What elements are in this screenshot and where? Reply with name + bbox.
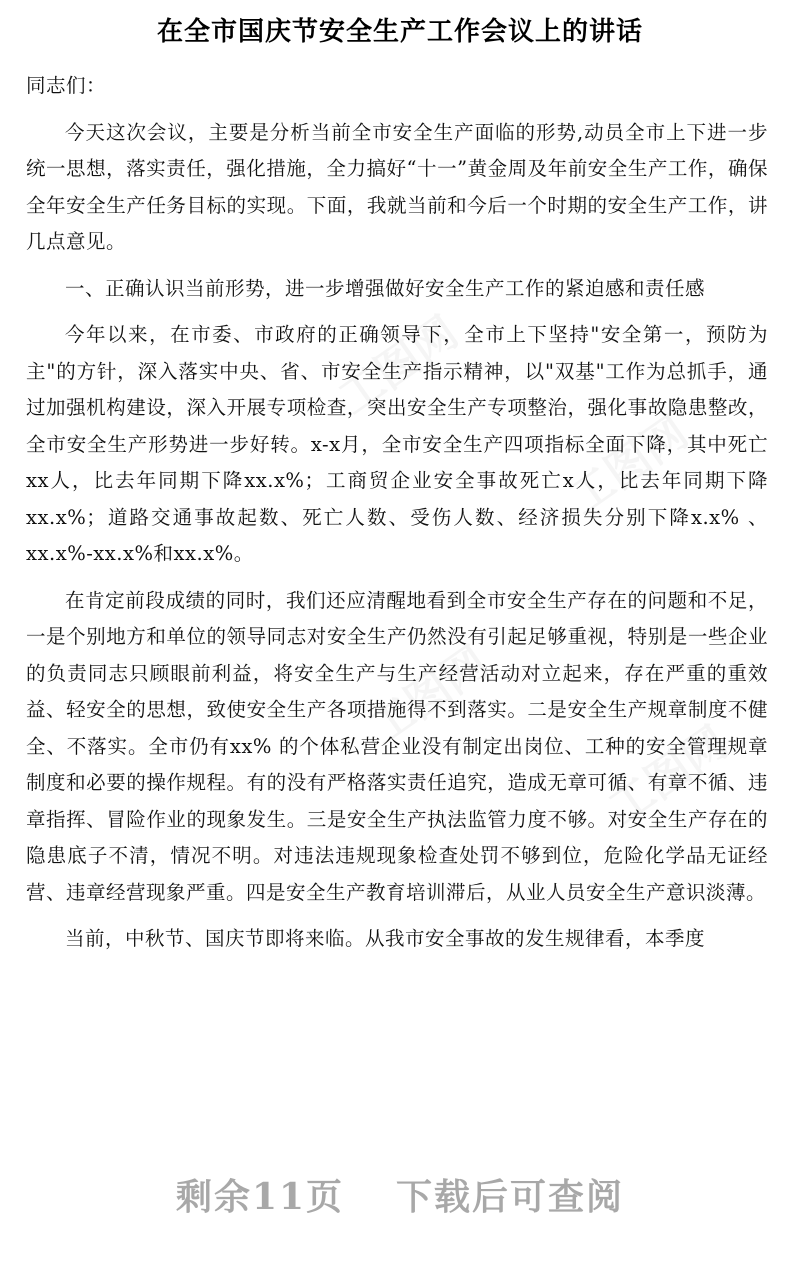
download-banner[interactable]	[0, 1172, 800, 1222]
document-body	[26, 68, 768, 968]
section-heading: 一、正确认识当前形势，进一步增强做好安全生产工作的紧迫感和责任感	[65, 276, 706, 300]
paragraph: 在肯定前段成绩的同时，我们还应清醒地看到全市安全生产存在的问题和不足，一是个别地方和单位的领导同志对安全生产仍然没有引起足够重视，特别是一些企业的负责同志只顾眼前利益，将安全生产与生产经营活动对立起来，存在严重的重效益、轻安全的思想，致使安全生产各项措施得不到落实。二是安全生产规章制度不健全、不落实。全市仍有xx% 的个体私营企业没有制定出岗位、工种的安全管理规章制度和必要的操作规程。有的没有严格落实责任追究，造成无章可循、有章不循、违章指挥、冒险作业的现象发生。三是安全生产执法监管力度不够。对安全生产存在的隐患底子不清，情况不明。对违法违规现象检查处罚不够到位，危险化学品无证经营、违章经营现象严重。四是安全生产教育培训滞后，从业人员安全生产意识淡薄。	[26, 588, 768, 904]
watermark: 工图网	[599, 716, 738, 835]
salutation: 同志们：	[26, 74, 107, 97]
document-title: 在全市国庆节安全生产工作会议上的讲话	[156, 17, 643, 47]
watermark: 工图网	[559, 406, 698, 525]
watermark: 工图网	[359, 636, 498, 755]
paragraph: 今天这次会议，主要是分析当前全市安全生产面临的形势,动员全市上下进一步统一思想，落实责任，强化措施，全力搞好“十一”黄金周及年前安全生产工作，确保全年安全生产任务目标的实现。下面，我就当前和今后一个时期的安全生产工作，讲几点意见。	[26, 120, 768, 253]
download-hint-label: 下载后可查阅	[396, 1176, 625, 1218]
paragraph: 当前，中秋节、国庆节即将来临。从我市安全事故的发生规律看，本季度	[65, 927, 706, 950]
paragraph: 今年以来，在市委、市政府的正确领导下，全市上下坚持"安全第一，预防为主"的方针，深入落实中央、省、市安全生产指示精神，以"双基"工作为总抓手，通过加强机构建设，深入开展专项检查，突出安全生产专项整治，强化事故隐患整改，全市安全生产形势进一步好转。x-x月，全市安全生产四项指标全面下降，其中死亡xx人，比去年同期下降xx.x%；工商贸企业安全事故死亡x人，比去年同期下降xx.x%；道路交通事故起数、死亡人数、受伤人数、经济损失分别下降x.x% 、xx.x%-xx.x%和xx.x%。	[26, 323, 768, 565]
remaining-pages-label: 剩余11页	[175, 1176, 345, 1218]
watermark: 工图网	[329, 306, 468, 425]
